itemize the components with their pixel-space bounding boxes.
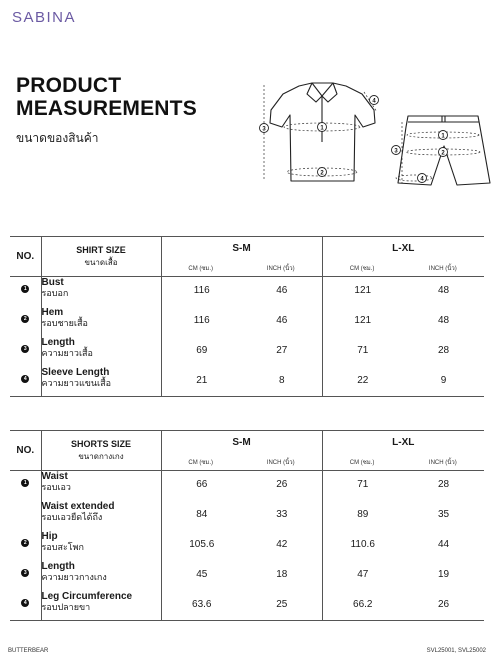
brand-logo: SABINA (12, 9, 77, 26)
value-lxl-cm: 121 (354, 285, 372, 296)
size-l-xl-label: L-XL (392, 437, 415, 448)
value-sm-cm: 66 (196, 479, 208, 490)
value-sm-cm: 116 (193, 285, 210, 296)
table-row (10, 531, 484, 561)
shirt-size-header (41, 237, 161, 277)
value-lxl-cm: 47 (357, 568, 369, 580)
measure-name-th: ความยาวเสื้อ (41, 347, 93, 358)
unit-inch: INCH (นิ้ว) (428, 460, 457, 466)
value-sm-inch: 42 (242, 531, 322, 561)
value-sm-inch: 18 (242, 561, 322, 591)
value-lxl-cm: 22 (322, 367, 403, 397)
svg-text:3: 3 (262, 126, 266, 133)
row-number-badge: 1 (21, 285, 29, 293)
svg-text:1: 1 (320, 125, 324, 132)
size-l-xl-header (322, 431, 484, 471)
value-sm-cm: 69 (196, 344, 208, 356)
measure-name-th: รอบเอว (41, 482, 71, 492)
shorts-size-header (41, 431, 161, 471)
table-row (10, 307, 484, 337)
size-s-m-header (161, 431, 322, 471)
value-lxl-inch: 48 (437, 285, 450, 296)
table-row (10, 367, 484, 397)
value-sm-cm: 63.6 (161, 591, 242, 621)
row-number-badge: 2 (21, 539, 29, 547)
measure-name: Sleeve Length (41, 366, 110, 378)
value-lxl-cm: 71 (357, 479, 369, 490)
measure-name: Length (41, 336, 75, 348)
svg-text:2: 2 (320, 170, 324, 177)
value-sm-cm: 116 (193, 314, 210, 326)
shirt-illustration (270, 83, 375, 181)
shirt-size-header-th: ขนาดเสื้อ (84, 257, 118, 267)
measure-name: Bust (41, 277, 64, 288)
table-row (10, 337, 484, 367)
value-lxl-cm: 66.2 (322, 591, 403, 621)
shirt-table-header (10, 237, 484, 277)
value-lxl-cm: 121 (354, 314, 372, 326)
value-sm-inch: 46 (242, 277, 322, 307)
row-number-badge: 3 (21, 345, 29, 353)
value-lxl-inch: 26 (403, 591, 484, 621)
row-number-badge: 1 (21, 479, 29, 487)
measure-name: Hem (41, 306, 64, 318)
measure-name-th: รอบเอวยืดได้ถึง (41, 511, 103, 522)
measure-name-th: รอบอก (41, 288, 69, 298)
value-lxl-inch: 28 (437, 344, 450, 356)
svg-text:3: 3 (394, 148, 398, 155)
value-sm-inch: 27 (242, 337, 322, 367)
measure-name-th: ความยาวกางเกง (41, 571, 107, 582)
no-header: NO. (10, 431, 41, 471)
no-header: NO. (10, 237, 41, 277)
table-row (10, 591, 484, 621)
value-sm-inch: 25 (242, 591, 322, 621)
svg-text:4: 4 (372, 98, 376, 105)
shirt-size-header-en: SHIRT SIZE (76, 244, 126, 255)
value-sm-cm: 45 (196, 568, 208, 580)
svg-text:2: 2 (441, 150, 445, 157)
value-lxl-cm: 89 (357, 508, 369, 520)
value-sm-inch: 33 (242, 501, 322, 531)
value-lxl-inch: 48 (437, 314, 450, 326)
unit-inch: INCH (นิ้ว) (428, 266, 457, 272)
measure-name-th: ความยาวแขนเสื้อ (41, 377, 112, 388)
measure-name: Hip (41, 530, 58, 542)
value-lxl-inch: 28 (437, 479, 450, 490)
measure-name-th: รอบปลายขา (41, 601, 91, 612)
measure-name: Leg Circumference (41, 590, 133, 602)
shirt-size-table (10, 236, 484, 397)
unit-cm: CM (ซม.) (188, 266, 214, 272)
shorts-size-header-th: ขนาดกางเกง (78, 451, 124, 461)
table-row (10, 471, 484, 501)
measurement-diagram (252, 70, 492, 195)
value-lxl-inch: 35 (437, 508, 450, 520)
title-block (16, 74, 197, 148)
value-lxl-inch: 9 (403, 367, 484, 397)
page-title-line1: PRODUCT (16, 74, 122, 97)
size-l-xl-label: L-XL (392, 243, 415, 254)
shorts-table-header (10, 431, 484, 471)
value-sm-cm: 21 (161, 367, 242, 397)
page-subtitle: ขนาดของสินค้า (16, 131, 99, 145)
value-sm-inch: 26 (242, 471, 322, 501)
value-lxl-cm: 110.6 (350, 538, 375, 550)
value-sm-cm: 84 (196, 508, 208, 520)
shorts-size-header-en: SHORTS SIZE (70, 438, 131, 449)
unit-inch: INCH (นิ้ว) (266, 266, 295, 272)
value-sm-inch: 46 (242, 307, 322, 337)
unit-cm: CM (ซม.) (349, 266, 375, 272)
table-row (10, 277, 484, 307)
svg-text:1: 1 (441, 133, 445, 140)
value-lxl-inch: 19 (437, 568, 450, 580)
measure-name: Length (41, 560, 75, 572)
size-l-xl-header (322, 237, 484, 277)
value-lxl-inch: 44 (437, 538, 450, 550)
shorts-size-table (10, 430, 484, 621)
row-number-badge: 3 (21, 569, 29, 577)
size-s-m-label: S-M (232, 437, 251, 448)
footer-collection: BUTTERBEAR (8, 648, 49, 654)
table-row (10, 561, 484, 591)
size-s-m-label: S-M (232, 243, 251, 254)
measure-name: Waist (41, 471, 68, 482)
value-lxl-cm: 71 (357, 344, 369, 356)
unit-cm: CM (ซม.) (188, 460, 214, 466)
page-title-line2: MEASUREMENTS (16, 97, 197, 120)
row-number-badge: 4 (21, 375, 29, 383)
row-number-badge: 2 (21, 315, 29, 323)
measure-name: Waist extended (41, 500, 115, 512)
measure-name-th: รอบสะโพก (41, 541, 84, 552)
svg-text:4: 4 (420, 176, 424, 183)
unit-cm: CM (ซม.) (349, 460, 375, 466)
measure-name-th: รอบชายเสื้อ (41, 317, 88, 328)
unit-inch: INCH (นิ้ว) (266, 460, 295, 466)
size-s-m-header (161, 237, 322, 277)
row-number-badge: 4 (21, 599, 29, 607)
footer-sku: SVL25001, SVL25002 (426, 648, 486, 654)
value-sm-inch: 8 (242, 367, 322, 397)
value-sm-cm: 105.6 (189, 538, 215, 550)
table-row (10, 501, 484, 531)
